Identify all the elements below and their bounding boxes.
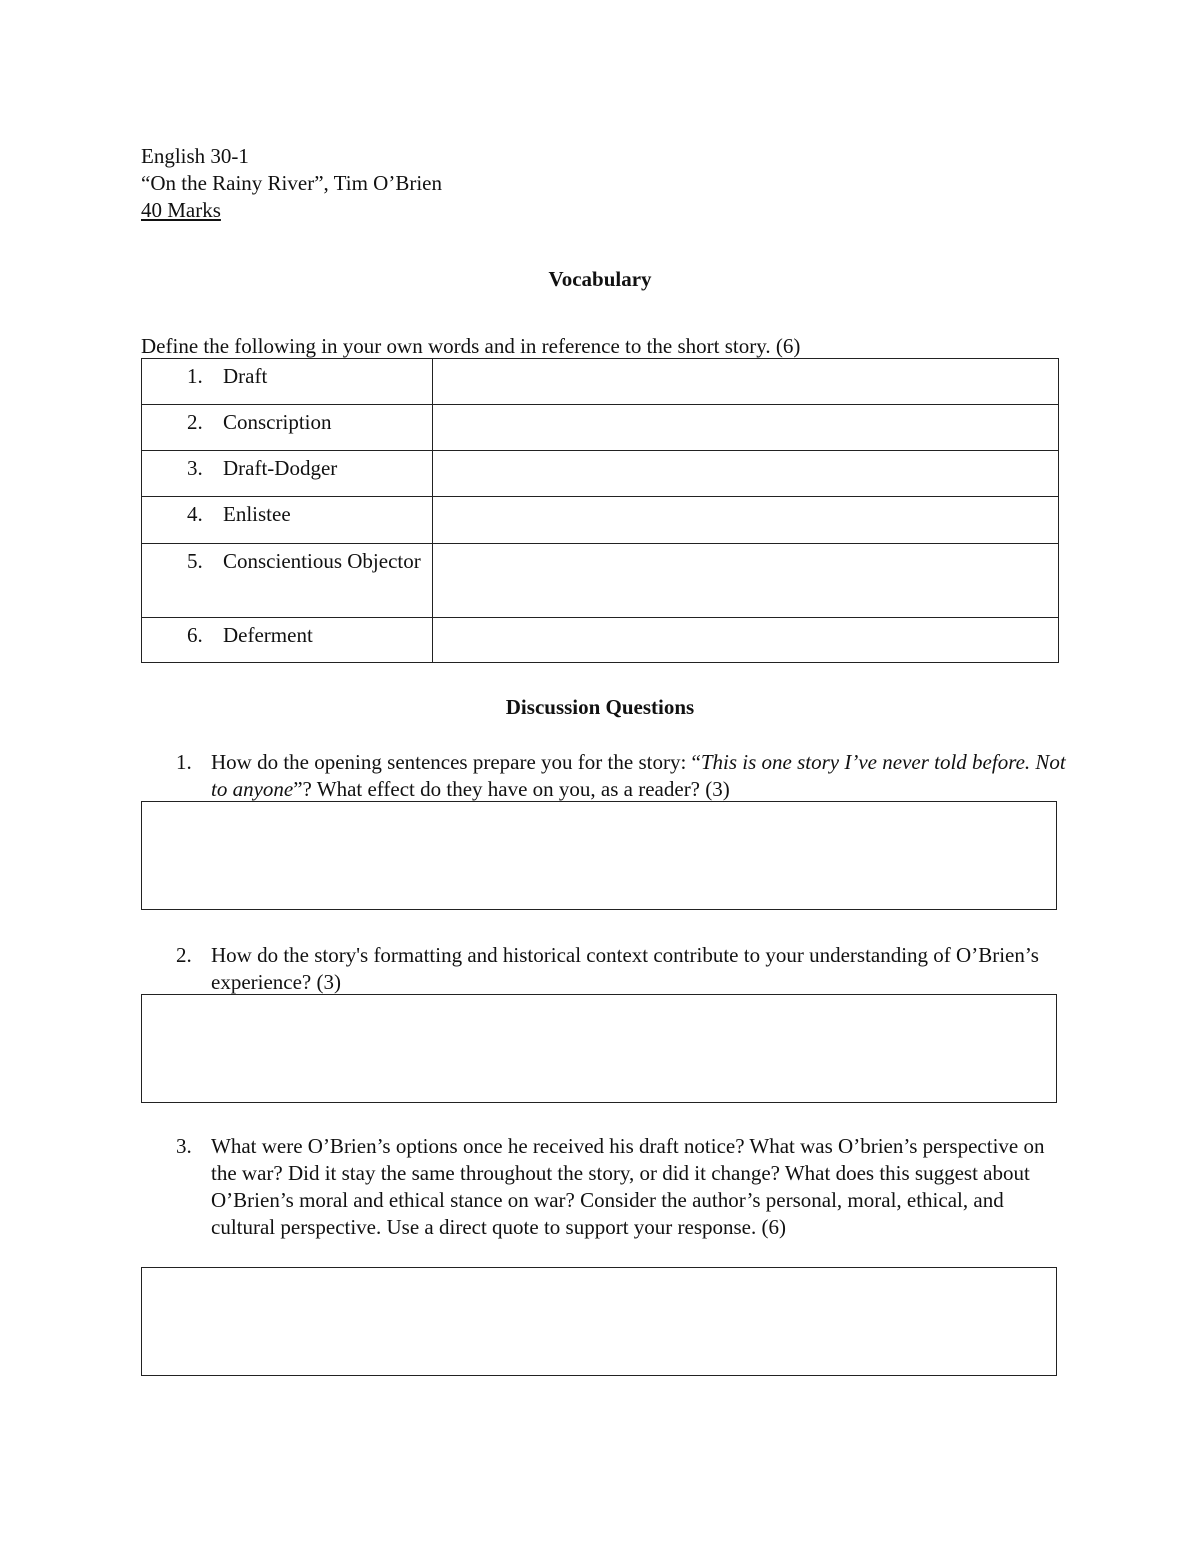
- total-marks: 40 Marks: [141, 198, 221, 222]
- definition-cell[interactable]: [433, 405, 1059, 451]
- term-cell: [142, 405, 433, 451]
- table-row: [142, 405, 1059, 451]
- term-number: 6.: [187, 623, 203, 647]
- question-number: 2.: [176, 943, 192, 967]
- term-number: 2.: [187, 410, 203, 434]
- vocabulary-instructions: Define the following in your own words and in reference to the short story. (6): [141, 334, 801, 358]
- course-name: English 30-1: [141, 144, 249, 168]
- question-text-part: How do the opening sentences prepare you for the story: “: [211, 750, 701, 774]
- vocabulary-table: [141, 358, 1059, 663]
- table-row: [142, 359, 1059, 405]
- question-text: How do the story's formatting and historical context contribute to your understanding of O’Brien’s experience? (3): [211, 943, 1039, 994]
- term-label: Deferment: [223, 623, 313, 647]
- question-number: 1.: [176, 750, 192, 774]
- question-text-part: ”? What effect do they have on you, as a reader? (3): [293, 777, 730, 801]
- table-row: [142, 451, 1059, 497]
- answer-box-1[interactable]: [141, 801, 1057, 910]
- term-cell: [142, 618, 433, 663]
- term-number: 5.: [187, 549, 203, 573]
- definition-cell[interactable]: [433, 451, 1059, 497]
- term-number: 1.: [187, 364, 203, 388]
- table-row: [142, 497, 1059, 544]
- question-text: What were O’Brien’s options once he received his draft notice? What was O’brien’s perspective on the war? Did it stay the same throughout the story, or did it change? What does this suggest about O’Brien’s moral and ethical stance on war? Consider the author’s personal, moral, ethical, and cultural perspective. Use a direct quote to support your response. (6): [211, 1134, 1045, 1239]
- table-row: [142, 544, 1059, 618]
- definition-cell[interactable]: [433, 544, 1059, 618]
- term-cell: [142, 544, 433, 618]
- term-label: Draft: [223, 364, 268, 388]
- term-label: Conscientious Objector: [223, 549, 421, 573]
- answer-box-3[interactable]: [141, 1267, 1057, 1376]
- question-text: [211, 749, 1066, 803]
- question-2: [176, 942, 1066, 996]
- term-number: 4.: [187, 502, 203, 526]
- answer-box-2[interactable]: [141, 994, 1057, 1103]
- question-number: 3.: [176, 1134, 192, 1158]
- term-cell: [142, 359, 433, 405]
- question-3: [176, 1133, 1066, 1241]
- definition-cell[interactable]: [433, 497, 1059, 544]
- story-title-line: “On the Rainy River”, Tim O’Brien: [141, 171, 442, 195]
- vocabulary-heading: Vocabulary: [548, 267, 652, 291]
- table-row: [142, 618, 1059, 663]
- opening-quote: This is one story I’ve never told before. Not to anyone: [211, 750, 1066, 801]
- term-number: 3.: [187, 456, 203, 480]
- question-1: [176, 749, 1066, 803]
- term-cell: [142, 451, 433, 497]
- term-cell: [142, 497, 433, 544]
- definition-cell[interactable]: [433, 359, 1059, 405]
- term-label: Enlistee: [223, 502, 291, 526]
- definition-cell[interactable]: [433, 618, 1059, 663]
- term-label: Conscription: [223, 410, 332, 434]
- term-label: Draft-Dodger: [223, 456, 338, 480]
- discussion-heading: Discussion Questions: [505, 695, 695, 719]
